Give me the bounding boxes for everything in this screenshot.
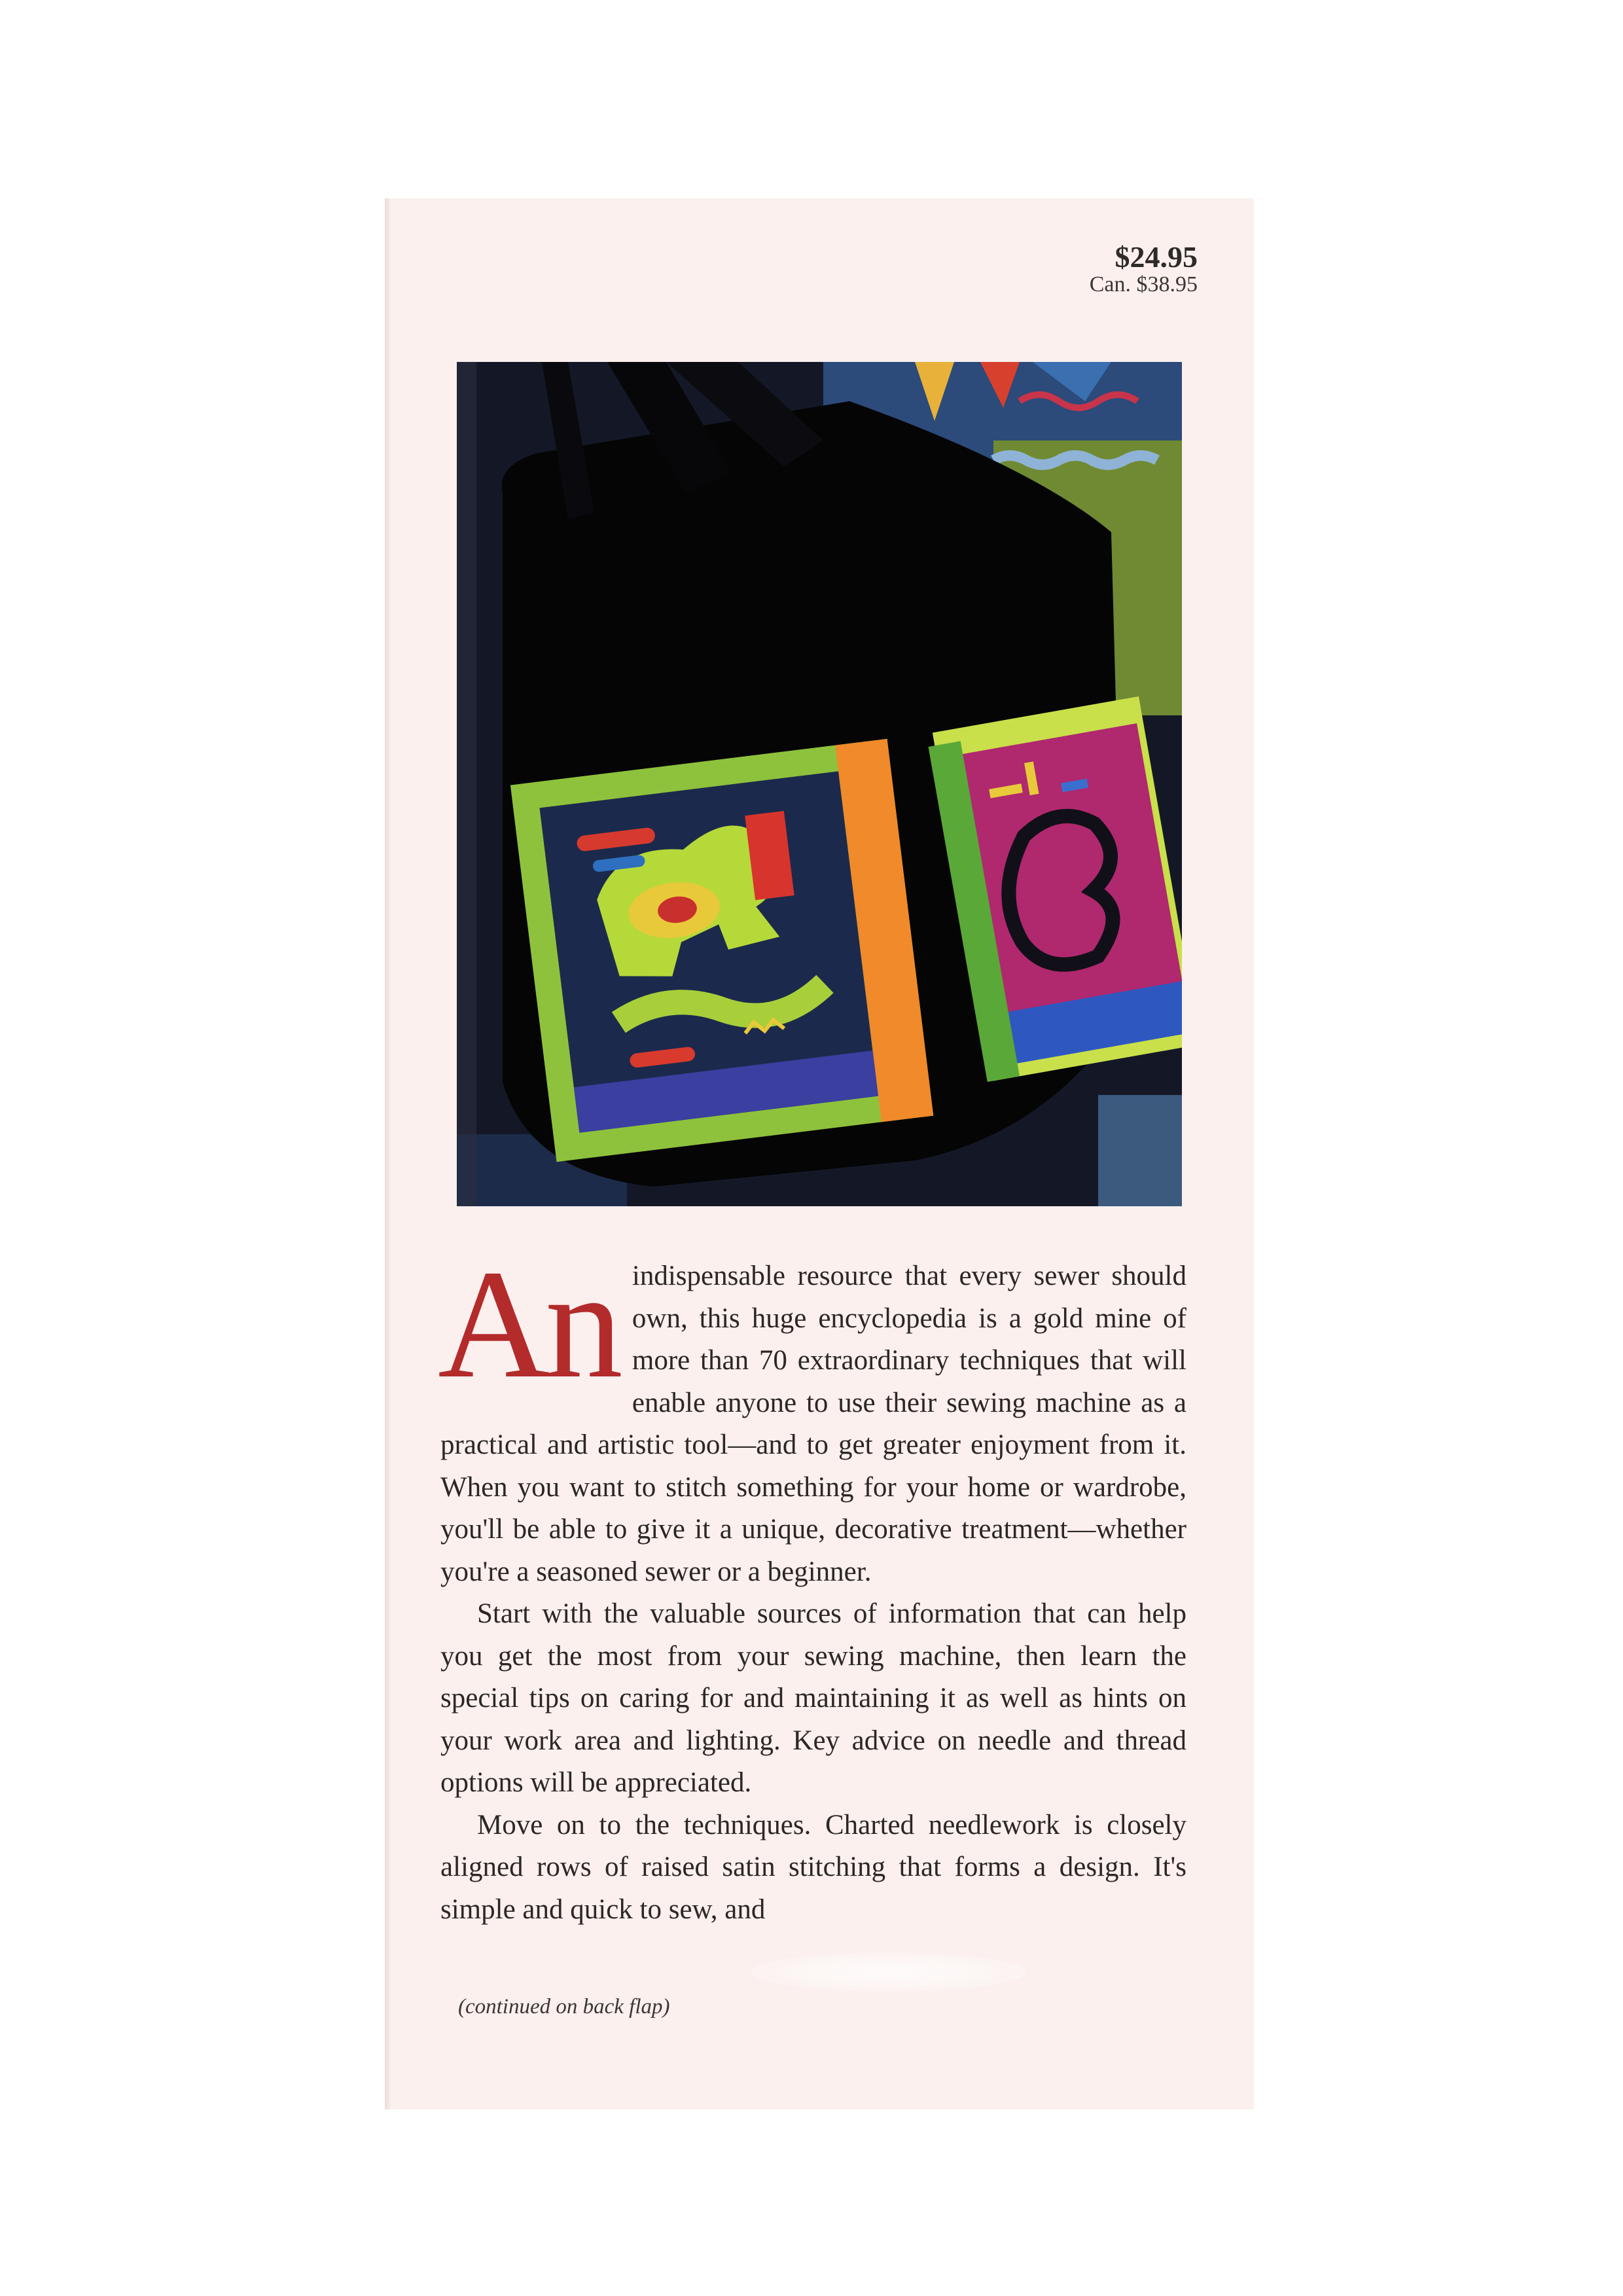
book-jacket-flap <box>385 198 1254 2109</box>
flap-copy <box>438 1238 1186 1931</box>
paragraph-3: Move on to the techniques. Charted needlework is closely aligned rows of raised satin stitching that forms a design. It's simple and quick to sew, and <box>440 1809 1186 1925</box>
tote-bag-photo <box>457 362 1182 1206</box>
drop-cap: An <box>438 1238 618 1410</box>
paper-smudge <box>751 1952 1026 1992</box>
paragraph-2: Start with the valuable sources of information that can help you get the most from your sewing machine, then learn the special tips on caring for and maintaining it as well as hints on your work area and lighting. Key advice on needle and thread options will be appreciated. <box>440 1598 1186 1798</box>
tote-bag-illustration <box>457 362 1182 1206</box>
flap-fold-edge <box>385 198 391 2109</box>
price-canada: Can. $38.95 <box>1089 272 1198 297</box>
price-block <box>1090 242 1198 296</box>
price-us: $24.95 <box>1115 240 1198 274</box>
paragraph-1-text: indispensable resource that every sewer should own, this huge encyclopedia is a gold mine of more than 70 extraordinary techniques that will enable anyone to use their sewing machine as a practical and artistic tool—and to get greater enjoyment from it. When you want to stitch something for your home or wardrobe, you'll be able to give it a unique, decorative treatment—whether you're a seasoned sewer or a beginner. <box>440 1261 1186 1587</box>
continued-note: (continued on back flap) <box>458 1995 670 2018</box>
paragraph-intro <box>438 1238 1186 1593</box>
